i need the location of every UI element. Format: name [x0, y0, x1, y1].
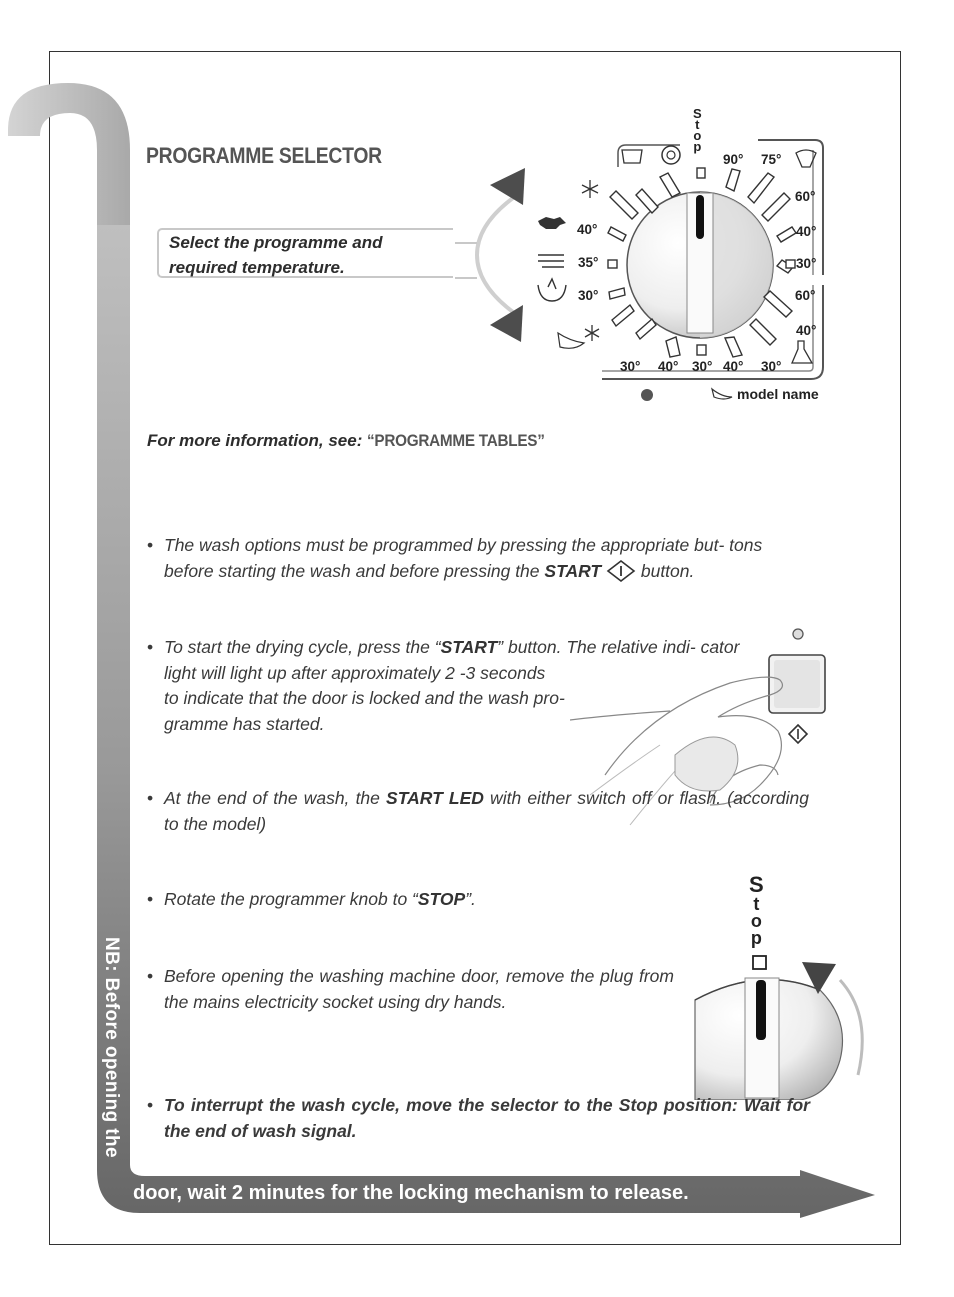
feather-icon: [558, 333, 584, 348]
snowflake-icon: [585, 325, 599, 341]
cotton-icon: [622, 150, 642, 163]
power-icon: [789, 725, 807, 743]
dial-temp: 40°: [796, 224, 817, 239]
start-button-illustration: [570, 625, 835, 875]
dial-temp: 75°: [761, 152, 782, 167]
programme-dial[interactable]: [530, 105, 840, 405]
feather-icon: [712, 389, 732, 399]
instruction-callout: [157, 228, 453, 278]
model-name-label: model name: [737, 386, 819, 402]
paragraph-interrupt: • To interrupt the wash cycle, move the selector to the Stop position: Wait for the end of wash signal.: [147, 1095, 810, 1141]
dial-temp: 60°: [795, 288, 816, 303]
beaker-icon: [792, 341, 812, 363]
stop-knob-illustration[interactable]: [690, 950, 880, 1100]
paragraph-unplug: • Before opening the washing machine door, remove the plug from the mains electricity socket using dry hands.: [147, 966, 674, 1012]
stop-knob-label: S t o p: [749, 872, 764, 948]
dial-temp: 40°: [723, 359, 744, 374]
indicator-light: [793, 629, 803, 639]
callout-line-1: Select the programme and: [169, 233, 383, 252]
band-hook: [8, 83, 130, 230]
programme-tables-reference: “PROGRAMME TABLES”: [367, 431, 545, 450]
shirt-icon: [538, 217, 566, 229]
page-title: PROGRAMME SELECTOR: [146, 143, 382, 168]
power-icon: [606, 560, 636, 582]
paragraph-start-drying: • To start the drying cycle, press the “START” button. The relative indi- cator light will light up after approximately 2 -3 seconds to indicate that the door is locked and the wash pro- gramme has started.: [147, 637, 740, 734]
dial-temp: 60°: [795, 189, 816, 204]
more-info-line: For more information, see: “PROGRAMME TABLES”: [147, 431, 545, 450]
rotate-arrows: [455, 160, 535, 350]
dial-temp: 30°: [796, 256, 817, 271]
spiral-icon: [662, 146, 680, 164]
dial-temp: 40°: [577, 222, 598, 237]
dial-temp: 30°: [620, 359, 641, 374]
paragraph-wash-options: • The wash options must be programmed by pressing the appropriate but- tons before starting the wash and before pressing the START button.: [147, 535, 763, 581]
callout-line-2: required temperature.: [169, 258, 345, 277]
dial-temp: 30°: [578, 288, 599, 303]
dial-stop-label: S t o p: [693, 106, 702, 154]
dial-temp: 30°: [692, 359, 713, 374]
cotton-icon: [641, 389, 653, 401]
paragraph-end-of-wash: • At the end of the wash, the START LED with either switch off or flash. (according to the model): [147, 788, 809, 834]
dial-temp: 90°: [723, 152, 744, 167]
snowflake-icon: [582, 180, 598, 198]
dial-temp: 30°: [761, 359, 782, 374]
dial-temp: 35°: [578, 255, 599, 270]
wool-icon: [538, 255, 564, 267]
dial-temp: 40°: [796, 323, 817, 338]
dial-temp: 40°: [658, 359, 679, 374]
paragraph-rotate-stop: • Rotate the programmer knob to “STOP”.: [147, 889, 476, 909]
hand-wash-icon: [538, 279, 566, 301]
nb-note-vertical: NB: Before opening the: [101, 937, 122, 1158]
nb-note-horizontal: door, wait 2 minutes for the locking mechanism to release.: [133, 1182, 689, 1204]
